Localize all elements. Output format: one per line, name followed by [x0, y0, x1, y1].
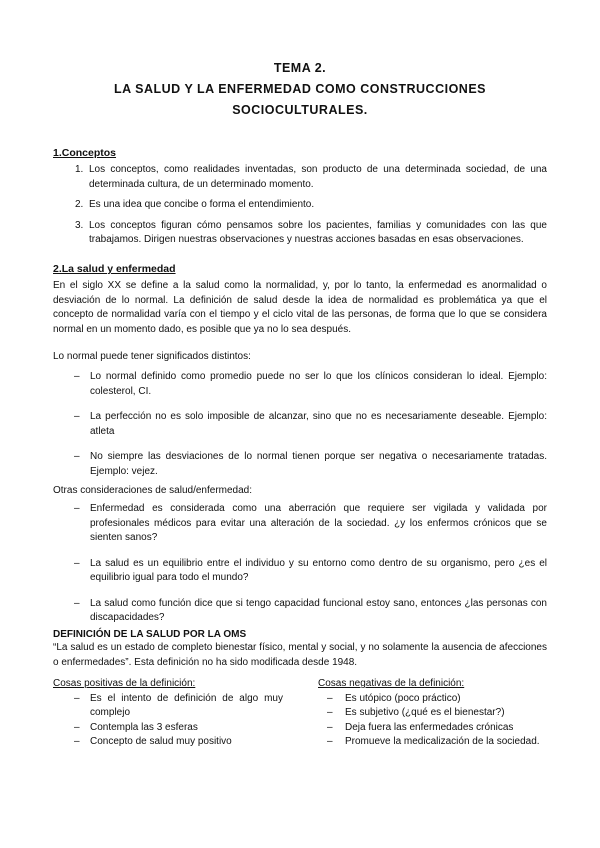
list-item: [53, 721, 283, 736]
list-item-text: Es utópico (poco práctico): [345, 692, 461, 704]
dash-bullet: –: [327, 692, 333, 704]
concepts-list: [53, 163, 547, 254]
positives-heading: Cosas positivas de la definición:: [53, 678, 196, 689]
list-item: [53, 597, 547, 626]
dash-bullet: –: [74, 503, 80, 514]
list-number: 3.: [75, 219, 84, 231]
oms-quote: “La salud es un estado de completo bienestar físico, mental y social, y no solamente la ausencia de afecciones o enfermedades”. Esta definición no ha sido modificada desde 1948.: [53, 642, 547, 668]
dash-bullet: –: [74, 597, 80, 609]
document-title: [52, 58, 548, 121]
section-1-heading: 1.Conceptos: [53, 147, 117, 159]
dash-bullet: –: [74, 557, 80, 569]
other-considerations-lead: Otras consideraciones de salud/enfermedad:: [53, 485, 253, 496]
list-item-text: Es el intento de definición de algo muy complejo: [90, 692, 283, 718]
list-number: 2.: [75, 199, 84, 210]
normal-meanings-lead: Lo normal puede tener significados distintos:: [53, 351, 251, 362]
list-item-text: La salud es un equilibrio entre el individuo y su entorno como dentro de su organismo, pero ¿es el equilibrio igual para todo el mundo?: [90, 557, 547, 583]
list-item: [318, 692, 547, 707]
negatives-heading: Cosas negativas de la definición:: [318, 678, 465, 689]
list-item-text: Los conceptos, como realidades inventadas, son producto de una determinada sociedad, de una determinada cultura, de un determinado momento.: [89, 164, 547, 190]
list-number: 1.: [75, 164, 84, 175]
list-item-text: Concepto de salud muy positivo: [90, 736, 232, 747]
health-intro-paragraph: En el siglo XX se define a la salud como la normalidad, y, por lo tanto, la enfermedad es anormalidad o desviación de lo normal. La definición de salud desde la idea de normalidad es problemática ya que el concepto de normalidad varía con el tiempo y el ciclo vital de las personas, de forma que lo que se considera normal en un momento dado, es posible que ya no lo sea después.: [53, 280, 547, 335]
list-item: [53, 219, 547, 248]
list-item: [53, 735, 283, 750]
list-item-text: La perfección no es solo imposible de alcanzar, sino que no es necesariamente deseable. Ejemplo: atleta: [90, 411, 547, 437]
dash-bullet: –: [74, 721, 80, 733]
dash-bullet: –: [74, 692, 80, 704]
dash-bullet: –: [327, 721, 333, 733]
list-item: [53, 163, 547, 192]
dash-bullet: –: [74, 371, 80, 382]
negatives-column: [318, 677, 547, 750]
list-item-text: Promueve la medicalización de la sociedad.: [345, 736, 540, 747]
title-line-1: TEMA 2.: [273, 61, 327, 75]
list-item: [53, 198, 547, 213]
list-item: [318, 735, 547, 750]
list-item: [53, 502, 547, 546]
list-item-text: La salud como función dice que si tengo capacidad funcional estoy sano, entonces ¿las personas con discapacidades?: [90, 597, 547, 623]
other-considerations-list: [53, 502, 547, 637]
dash-bullet: –: [74, 411, 80, 422]
list-item: [53, 370, 547, 399]
positives-list: [53, 692, 283, 750]
dash-bullet: –: [74, 451, 80, 462]
dash-bullet: –: [327, 736, 333, 747]
list-item: [53, 410, 547, 439]
list-item: [53, 692, 283, 721]
title-line-2: LA SALUD Y LA ENFERMEDAD COMO CONSTRUCCIONES: [113, 82, 486, 96]
list-item-text: No siempre las desviaciones de lo normal tienen porque ser negativa o necesariamente tratadas. Ejemplo: vejez.: [90, 451, 547, 477]
title-line-3: SOCIOCULTURALES.: [232, 103, 368, 117]
list-item: [53, 450, 547, 479]
negatives-list: [318, 692, 547, 750]
dash-bullet: –: [327, 707, 333, 718]
list-item-text: Es una idea que concibe o forma el entendimiento.: [89, 199, 315, 210]
list-item-text: Los conceptos figuran cómo pensamos sobre los pacientes, familias y comunidades con las que trabajamos. Dirigen nuestras observaciones y nuestras acciones basadas en esas observaciones.: [89, 219, 547, 245]
list-item-text: Lo normal definido como promedio puede no ser lo que los clínicos consideran lo ideal. Ejemplo: colesterol, CI.: [90, 371, 547, 397]
list-item-text: Es subjetivo (¿qué es el bienestar?): [345, 707, 505, 718]
oms-heading: DEFINICIÓN DE LA SALUD POR LA OMS: [53, 629, 247, 640]
section-2-heading: 2.La salud y enfermedad: [53, 263, 176, 275]
list-item-text: Deja fuera las enfermedades crónicas: [345, 721, 514, 733]
list-item-text: Enfermedad es considerada como una aberración que requiere ser vigilada y validada por profesionales médicos para evitar una alteración de la sociedad. ¿y los enfermos crónicos que se sienten sanos?: [90, 503, 547, 543]
normal-meanings-list: [53, 370, 547, 490]
positives-column: [53, 677, 283, 750]
list-item: [53, 557, 547, 586]
list-item-text: Contempla las 3 esferas: [90, 721, 198, 733]
dash-bullet: –: [74, 736, 80, 747]
list-item: [318, 706, 547, 721]
list-item: [318, 721, 547, 736]
